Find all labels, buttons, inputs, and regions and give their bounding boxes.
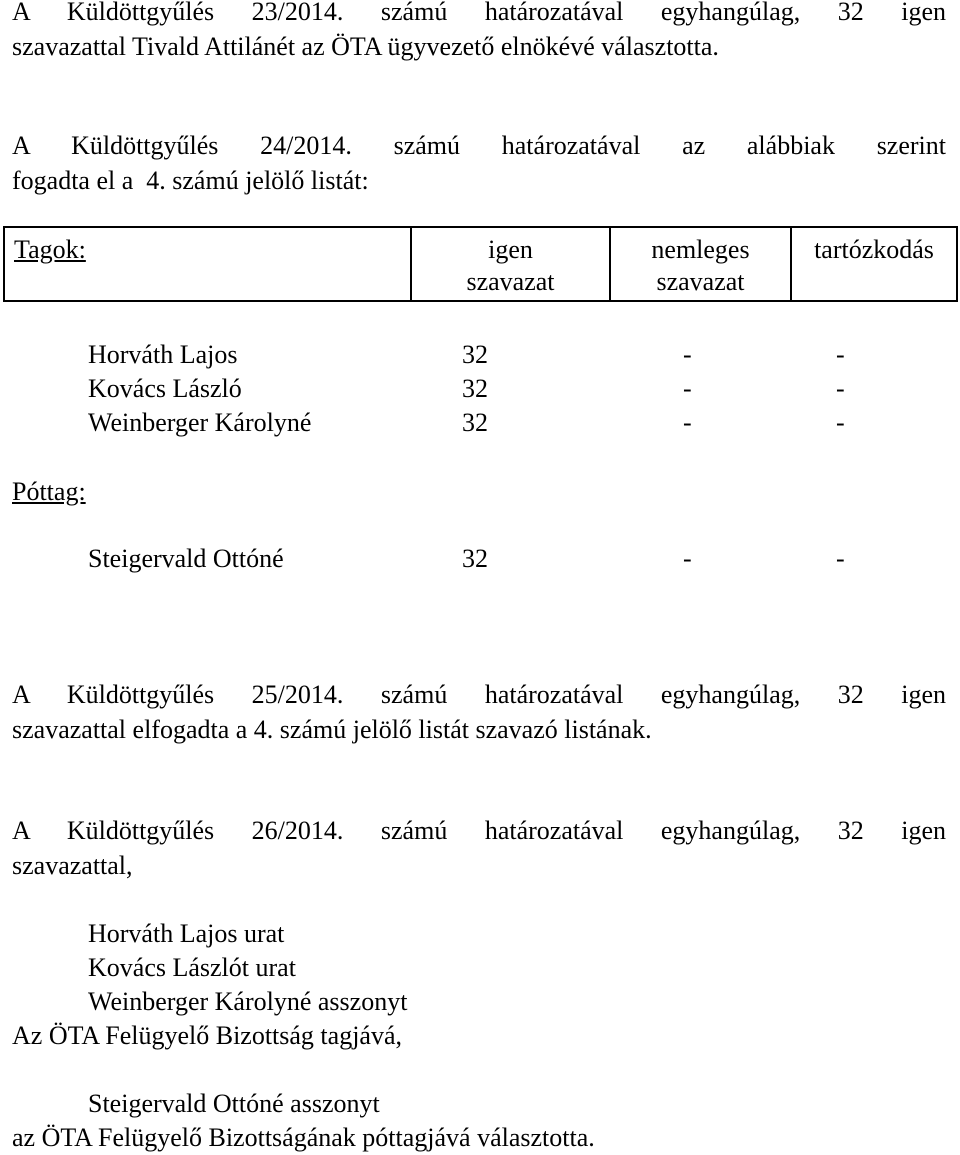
member-yes-votes: 32: [462, 340, 488, 369]
resolution-25-line-2: szavazattal elfogadta a 4. számú jelölő listát szavazó listának.: [12, 715, 652, 744]
resolution-23-line-2: szavazattal Tivald Attilánét az ÖTA ügyvezető elnökévé választotta.: [12, 32, 719, 61]
member-name: Kovács László: [88, 374, 242, 403]
resolution-24-line-2: fogadta el a 4. számú jelölő listát:: [12, 166, 369, 195]
elected-member: Horváth Lajos urat: [88, 919, 285, 948]
member-abstain-votes: -: [836, 408, 845, 437]
elected-member: Weinberger Károlyné asszonyt: [88, 987, 408, 1016]
member-yes-votes: 32: [462, 408, 488, 437]
no-vote-header-line-2: szavazat: [656, 267, 745, 296]
substitute-name: Steigervald Ottóné: [88, 544, 284, 573]
member-no-votes: -: [683, 340, 692, 369]
resolution-26-line-2: szavazattal,: [12, 851, 133, 880]
substitute-role: az ÖTA Felügyelő Bizottságának póttagjává választotta.: [12, 1123, 595, 1152]
members-header: Tagok:: [14, 235, 86, 264]
members-header-cell: [4, 227, 411, 301]
member-name: Horváth Lajos: [88, 340, 238, 369]
resolution-25-line-1: A Küldöttgyűlés 25/2014. számú határozatával egyhangúlag, 32 igen: [12, 680, 946, 709]
resolution-24-line-1: A Küldöttgyűlés 24/2014. számú határozatával az alábbiak szerint: [12, 131, 946, 160]
abstain-header: tartózkodás: [814, 235, 934, 264]
member-name: Weinberger Károlyné: [88, 408, 312, 437]
substitute-no-votes: -: [683, 544, 692, 573]
no-vote-header-cell: [610, 227, 791, 301]
no-vote-header-line-1: nemleges: [651, 235, 750, 264]
member-yes-votes: 32: [462, 374, 488, 403]
yes-vote-header-line-1: igen: [488, 235, 533, 264]
substitute-yes-votes: 32: [462, 544, 488, 573]
member-no-votes: -: [683, 374, 692, 403]
elected-role: Az ÖTA Felügyelő Bizottság tagjává,: [12, 1021, 402, 1050]
yes-vote-header-cell: [411, 227, 610, 301]
abstain-header-cell: [791, 227, 957, 301]
vote-header-table: [3, 226, 958, 302]
elected-member: Kovács Lászlót urat: [88, 953, 296, 982]
substitute-abstain-votes: -: [836, 544, 845, 573]
resolution-26-line-1: A Küldöttgyűlés 26/2014. számú határozatával egyhangúlag, 32 igen: [12, 816, 946, 845]
member-abstain-votes: -: [836, 340, 845, 369]
resolution-23-line-1: A Küldöttgyűlés 23/2014. számú határozatával egyhangúlag, 32 igen: [12, 0, 946, 26]
elected-substitute: Steigervald Ottóné asszonyt: [88, 1089, 380, 1118]
yes-vote-header-line-2: szavazat: [466, 267, 555, 296]
member-abstain-votes: -: [836, 374, 845, 403]
substitute-label: Póttag:: [12, 477, 86, 506]
member-no-votes: -: [683, 408, 692, 437]
